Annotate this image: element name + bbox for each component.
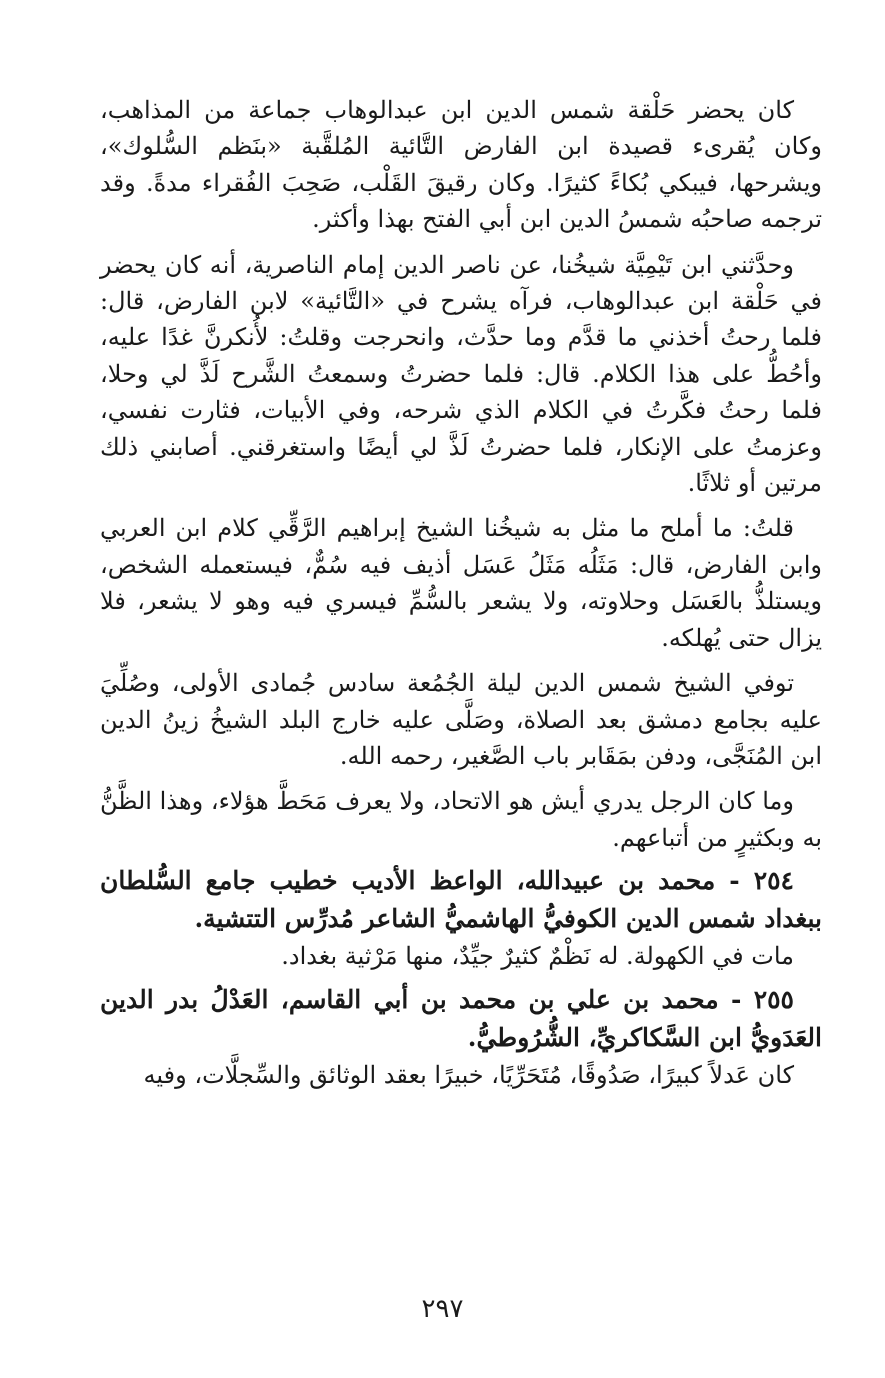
entry-255-body: كان عَدلاً كبيرًا، صَدُوقًا، مُتَحَرِّيًا، خبيرًا بعقد الوثائق والسِّجلَّات، وفيه	[143, 1060, 794, 1089]
paragraph-author-comment: وما كان الرجل يدري أيش هو الاتحاد، ولا يعرف مَحَطَّ هؤلاء، وهذا الظَّنُّ به وبكثيرٍ من أتباعهم.	[100, 787, 822, 852]
entry-254-heading: ٢٥٤ - محمد بن عبيدالله، الواعظ الأديب خطيب جامع السُّلطان ببغداد شمس الدين الكوفيُّ الهاشميُّ الشاعر مُدرِّس التتشية.	[100, 866, 822, 934]
paragraph-ibn-taymiyya-narration: وحدَّثني ابن تَيْمِيَّة شيخُنا، عن ناصر الدين إمام الناصرية، أنه كان يحضر في حَلْقة ابن عبدالوهاب، فرآه يشرح في «التَّائية» لابن الفارض، قال: فلما رحتُ أخذني ما قدَّم وما حدَّث، وانحرجت وقلتُ: لأُنكرنَّ غدًا عليه، وأحُطُّ على هذا الكلام. قال: فلما حضرتُ وسمعتُ الشَّرح لَذَّ لي وحلا، فلما رحتُ فكَّرتُ في الكلام الذي شرحه، وفي الأبيات، فثارت نفسي، وعزمتُ على الإنكار، فلما حضرتُ لَذَّ لي أيضًا واستغرقني. أصابني ذلك مرتين أو ثلاثًا.	[100, 250, 822, 498]
paragraph-raqqi-parable: قلتُ: ما أملح ما مثل به شيخُنا الشيخ إبراهيم الرَّقِّي كلام ابن العربي وابن الفارض، قال: مَثَلُه مَثَلُ عَسَل أذيف فيه سُمٌّ، فيستعمله الشخص، ويستلذُّ بالعَسَل وحلاوته، ولا يشعر بالسُّمِّ فيسري فيه وهو لا يشعر، فلا يزال حتى يُهلكه.	[100, 514, 822, 652]
paragraph-ibn-abdulwahhab-circle: كان يحضر حَلْقة شمس الدين ابن عبدالوهاب جماعة من المذاهب، وكان يُقرىء قصيدة ابن الفارض التَّائية المُلقَّبة «بنَظم السُّلوك»، ويشرحها، فيبكي بُكاءً كثيرًا. وكان رقيقَ القَلْب، صَحِبَ الفُقراء مدةً. وقد ترجمه صاحبُه شمسُ الدين ابن أبي الفتح بهذا وأكثر.	[100, 96, 822, 234]
paragraph-death-notice: توفي الشيخ شمس الدين ليلة الجُمُعة سادس جُمادى الأولى، وصُلِّيَ عليه بجامع دمشق بعد الصلاة، وصَلَّى عليه خارج البلد الشيخُ زينُ الدين ابن المُنَجَّى، ودفن بمَقَابر باب الصَّغير، رحمه الله.	[100, 669, 822, 770]
entry-254-body: مات في الكهولة. له نَظْمٌ كثيرٌ جيِّدٌ، منها مَرْثية بغداد.	[281, 942, 794, 971]
page-number: ٢٩٧	[421, 1294, 464, 1324]
page-body	[100, 92, 822, 1093]
entry-255-heading: ٢٥٥ - محمد بن علي بن محمد بن أبي القاسم، العَدْلُ بدر الدين العَدَويُّ ابن السَّكاكريِّ، الشُّرُوطيُّ.	[100, 984, 822, 1052]
